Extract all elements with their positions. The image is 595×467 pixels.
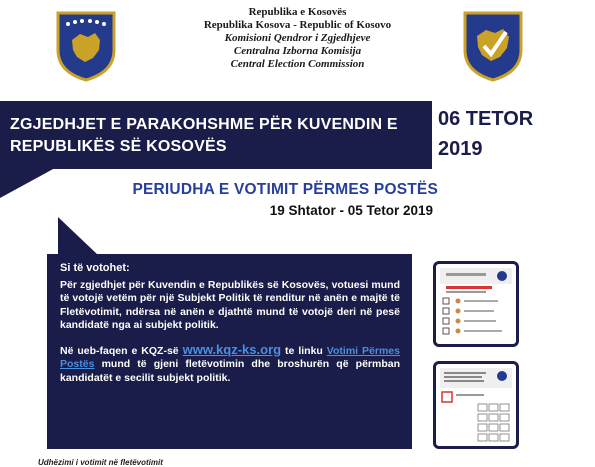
info-paragraph-2 xyxy=(60,343,400,386)
election-date xyxy=(438,104,588,164)
banner-tail xyxy=(0,168,55,198)
ballot-party-list-icon xyxy=(436,264,516,344)
institution-header xyxy=(160,6,435,71)
info-paragraph-2-post: mund të gjeni fletëvotimin dhe broshurën që përmban kandidatët e secilit subjekt politik. xyxy=(60,358,400,384)
voting-period-dates: 19 Shtator - 05 Tetor 2019 xyxy=(269,203,433,218)
ballot-thumbnail-left xyxy=(433,261,519,347)
info-box-content xyxy=(60,262,400,395)
header-line-4: Centralna Izborna Komisija xyxy=(233,45,362,57)
ballot-candidate-grid-icon xyxy=(436,364,516,446)
ballot-thumbnail-right xyxy=(433,361,519,449)
election-date-day: 06 TETOR xyxy=(438,108,534,130)
election-date-year: 2019 xyxy=(438,138,483,160)
website-link[interactable]: www.kqz-ks.org xyxy=(182,341,282,357)
voting-period-title: PERIUDHA E VOTIMIT PËRMES POSTËS xyxy=(132,181,438,198)
info-paragraph-2-pre: Në ueb-faqen e KQZ-së xyxy=(60,344,179,357)
header-line-2: Republika Kosova - Republic of Kosovo xyxy=(203,19,392,31)
election-title: ZGJEDHJET E PARAKOHSHME PËR KUVENDIN E REPUBLIKËS SË KOSOVËS xyxy=(10,116,398,155)
info-paragraph-1: Për zgjedhjet për Kuvendin e Republikës së Kosovës, votuesi mund të votojë vetëm për një Subjekt Politik të renditur në anën e majtë të Fletëvotimit, ndërsa në anën e djathtë mund të votojë deri në pesë kandidatë nga ai subjekt politik. xyxy=(60,278,400,331)
header-line-3: Komisioni Qendror i Zgjedhjeve xyxy=(224,32,371,44)
cec-emblem-icon xyxy=(462,10,524,82)
header-line-5: Central Election Commission xyxy=(230,58,365,70)
kosovo-coat-of-arms-icon xyxy=(55,10,117,82)
info-heading: Si të votohet: xyxy=(60,262,130,274)
header-line-1: Republika e Kosovës xyxy=(248,6,347,18)
info-box-tab xyxy=(58,217,98,255)
footer-caption: Udhëzimi i votimit në fletëvotimit xyxy=(38,458,163,467)
info-paragraph-2-mid: te linku xyxy=(285,344,323,357)
postal-voting-link[interactable]: Votimi Përmes Postës xyxy=(60,344,400,370)
